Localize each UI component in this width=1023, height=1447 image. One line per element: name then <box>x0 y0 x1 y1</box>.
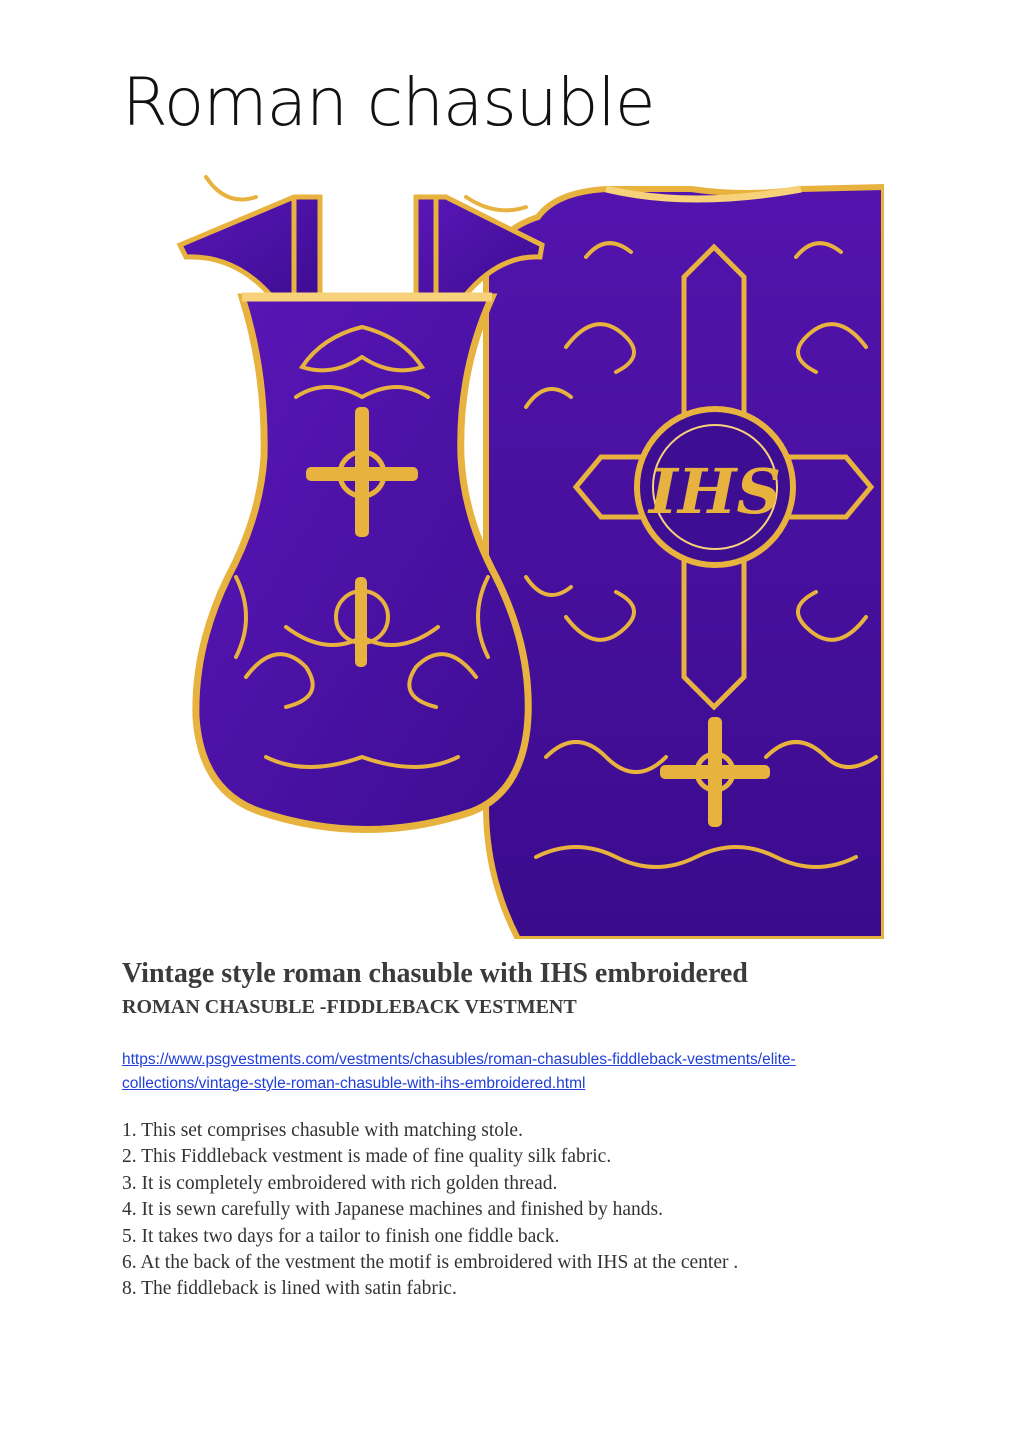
product-title: Vintage style roman chasuble with IHS embroidered <box>122 958 748 989</box>
source-url-line-2: collections/vintage-style-roman-chasuble-with-ihs-embroidered.html <box>122 1075 586 1092</box>
page-title: Roman chasuble <box>122 64 655 141</box>
feature-item: 2. This Fiddleback vestment is made of fine quality silk fabric. <box>122 1146 612 1168</box>
product-subtitle: ROMAN CHASUBLE -FIDDLEBACK VESTMENT <box>122 996 577 1018</box>
source-url-link[interactable] <box>122 1048 912 1096</box>
feature-item: 5. It takes two days for a tailor to finish one fiddle back. <box>122 1225 560 1247</box>
ihs-monogram: IHS <box>648 455 782 528</box>
feature-item: 6. At the back of the vestment the motif is embroidered with IHS at the center . <box>122 1252 739 1274</box>
feature-item: 8. The fiddleback is lined with satin fabric. <box>122 1278 457 1300</box>
feature-item: 4. It is sewn carefully with Japanese machines and finished by hands. <box>122 1199 663 1221</box>
chasuble-back-view <box>486 187 884 939</box>
source-url-line-1: https://www.psgvestments.com/vestments/chasubles/roman-chasubles-fiddleback-vestments/elite- <box>122 1051 796 1068</box>
feature-item: 3. It is completely embroidered with rich golden thread. <box>122 1172 558 1194</box>
feature-item: 1. This set comprises chasuble with matching stole. <box>122 1120 523 1141</box>
chasuble-product-image <box>146 157 884 939</box>
feature-list <box>122 1118 738 1303</box>
